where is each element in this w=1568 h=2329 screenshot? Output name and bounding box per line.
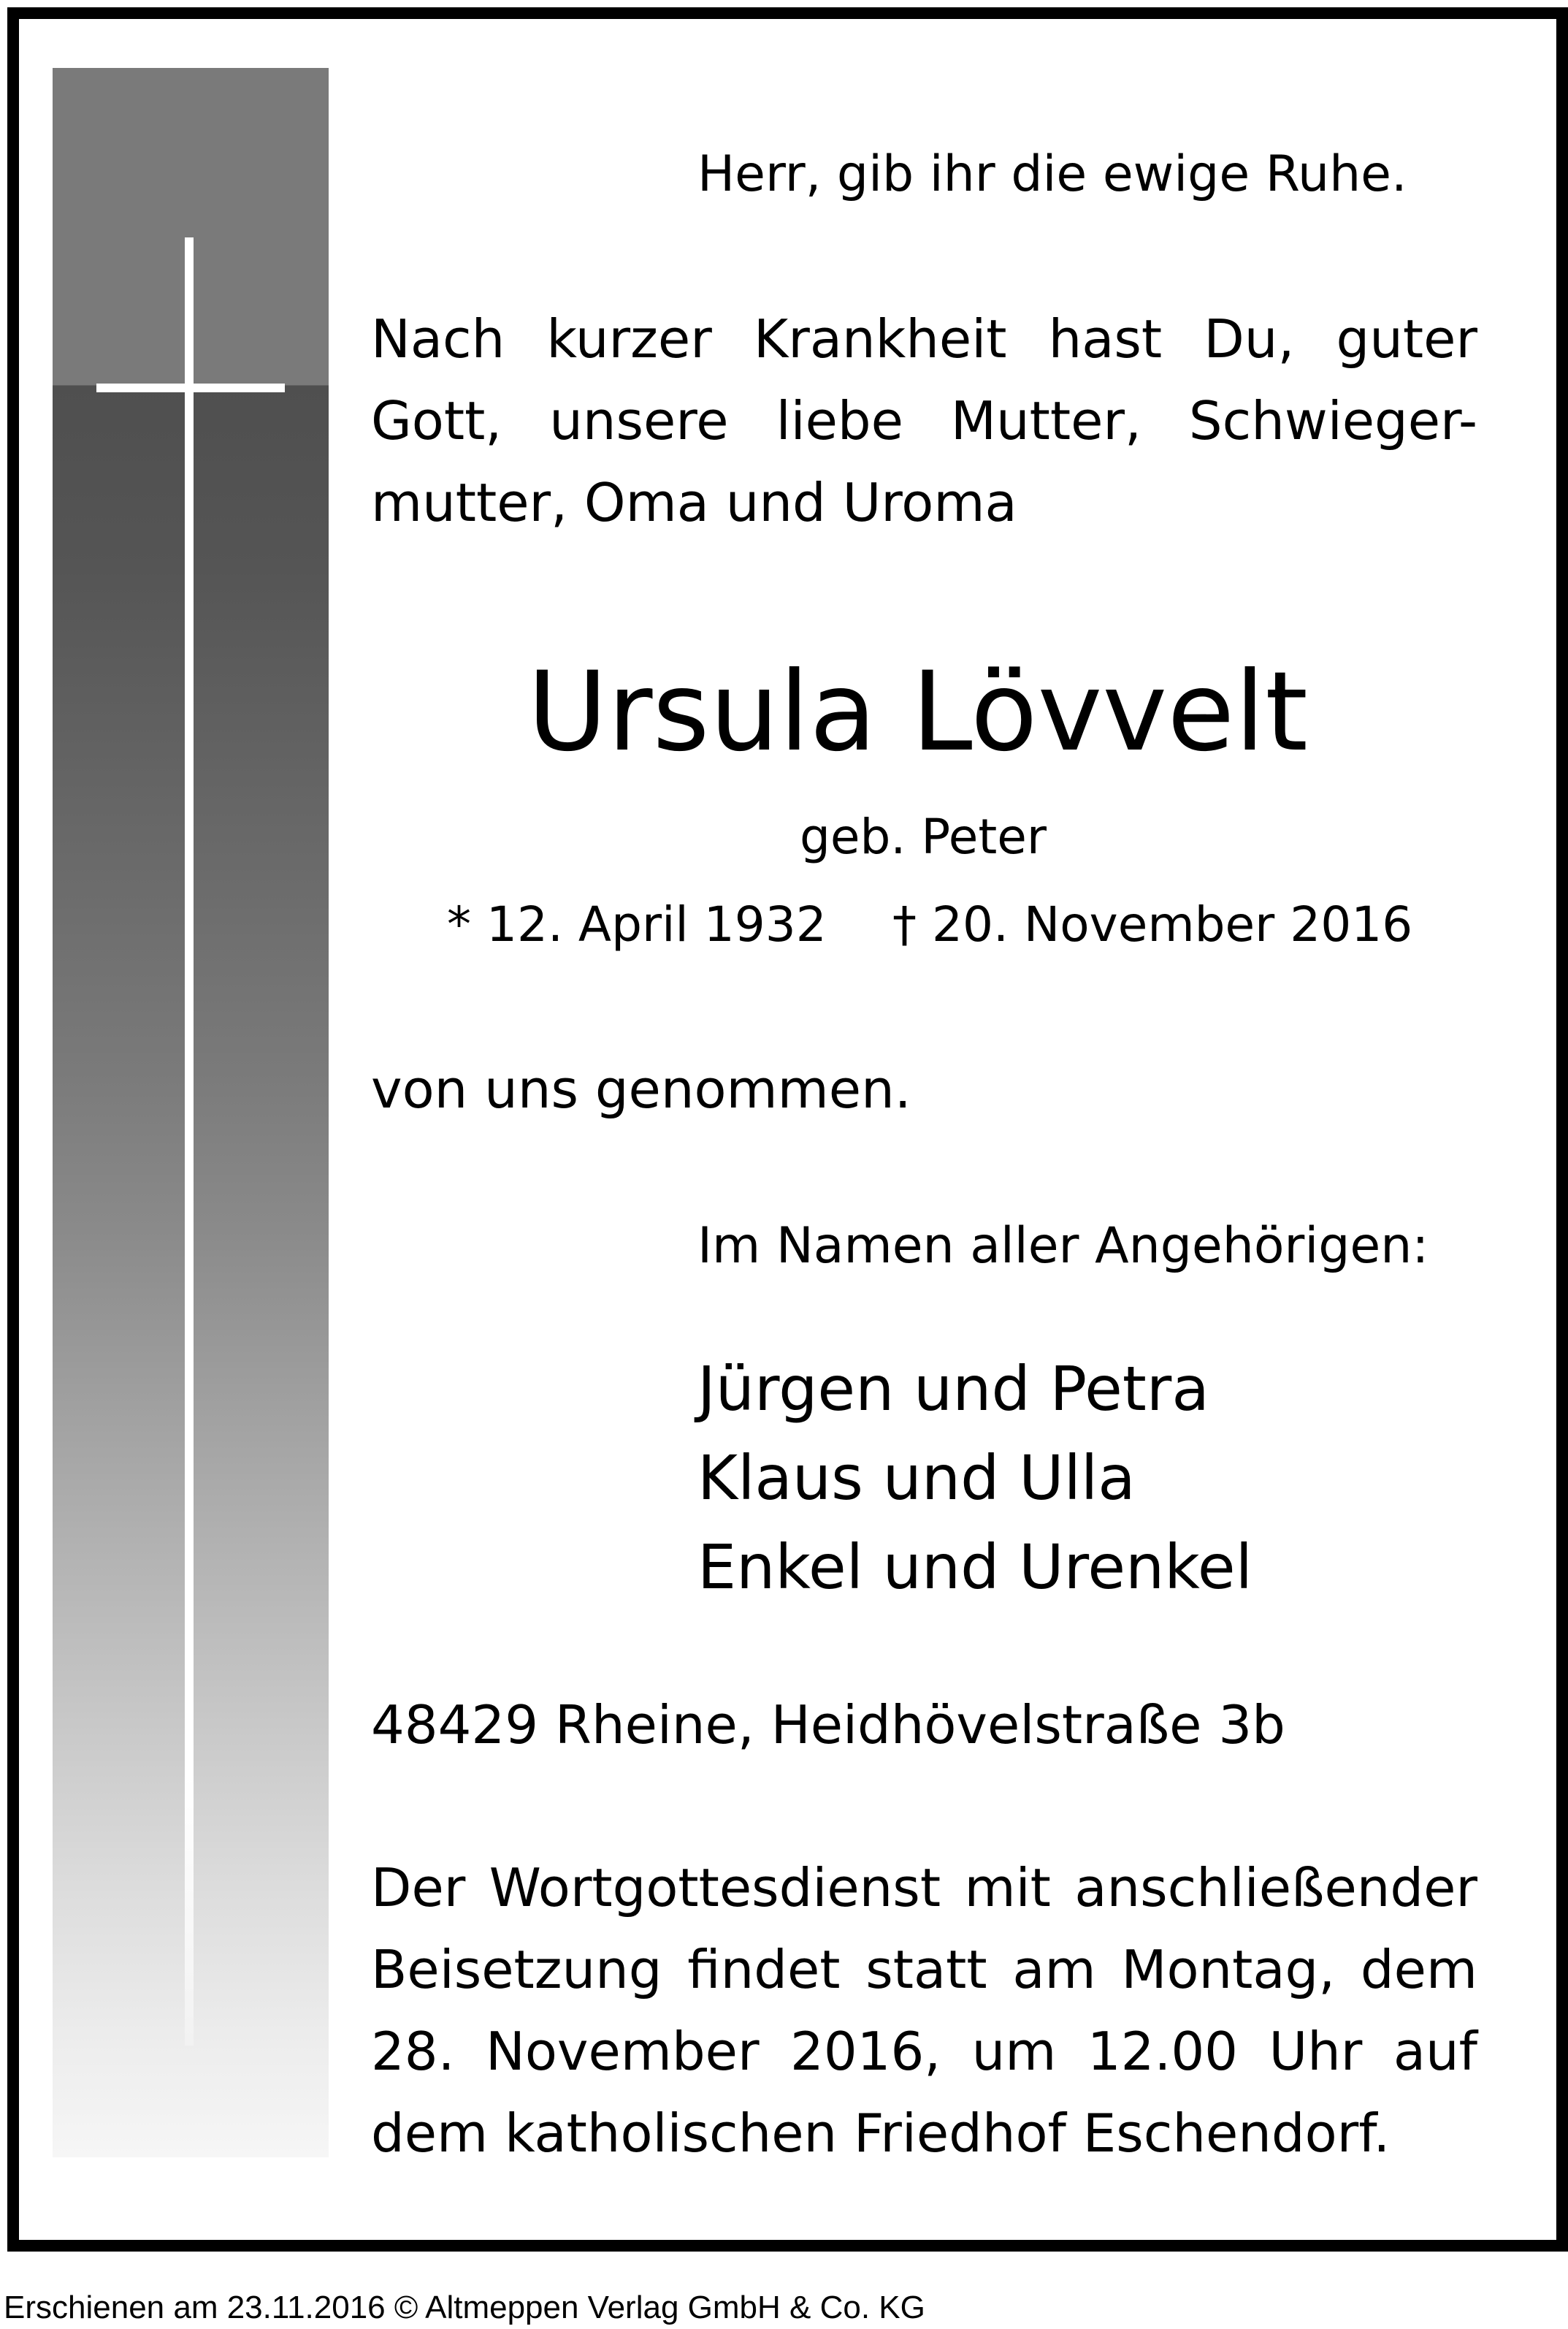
cross-icon-horizontal-bar (96, 384, 285, 392)
cross-icon-vertical-bar (185, 237, 194, 2046)
intro-paragraph (371, 298, 1477, 544)
service-line: 28. November 2016, um 12.00 Uhr auf (371, 2021, 1477, 2082)
family-member: Klaus und Ulla (697, 1442, 1136, 1514)
service-line: dem katholischen Friedhof Eschendorf. (371, 2103, 1391, 2164)
family-list (697, 1344, 1253, 1612)
intro-line: Gott, unsere liebe Mutter, Schwieger- (371, 390, 1477, 451)
service-paragraph (371, 1847, 1477, 2174)
publication-footer: Erschienen am 23.11.2016 © Altmeppen Verlag GmbH & Co. KG (4, 2290, 925, 2325)
intro-line: Nach kurzer Krankheit hast Du, guter (371, 308, 1477, 370)
motto: Herr, gib ihr die ewige Ruhe. (697, 145, 1407, 203)
family-member: Enkel und Urenkel (697, 1531, 1253, 1603)
service-line: Beisetzung findet statt am Montag, dem (371, 1939, 1477, 2000)
deceased-name: Ursula Lövvelt (527, 649, 1308, 776)
closing-text: von uns genommen. (371, 1059, 911, 1120)
family-heading: Im Namen aller Angehörigen: (697, 1217, 1429, 1275)
birth-date: * 12. April 1932 (447, 896, 827, 953)
service-line: Der Wortgottesdienst mit anschließender (371, 1857, 1477, 1918)
family-member: Jürgen und Petra (697, 1353, 1209, 1425)
intro-line: mutter, Oma und Uroma (371, 472, 1017, 533)
address: 48429 Rheine, Heidhövelstraße 3b (371, 1694, 1285, 1756)
death-date: † 20. November 2016 (892, 896, 1413, 953)
maiden-name: geb. Peter (800, 809, 1047, 865)
